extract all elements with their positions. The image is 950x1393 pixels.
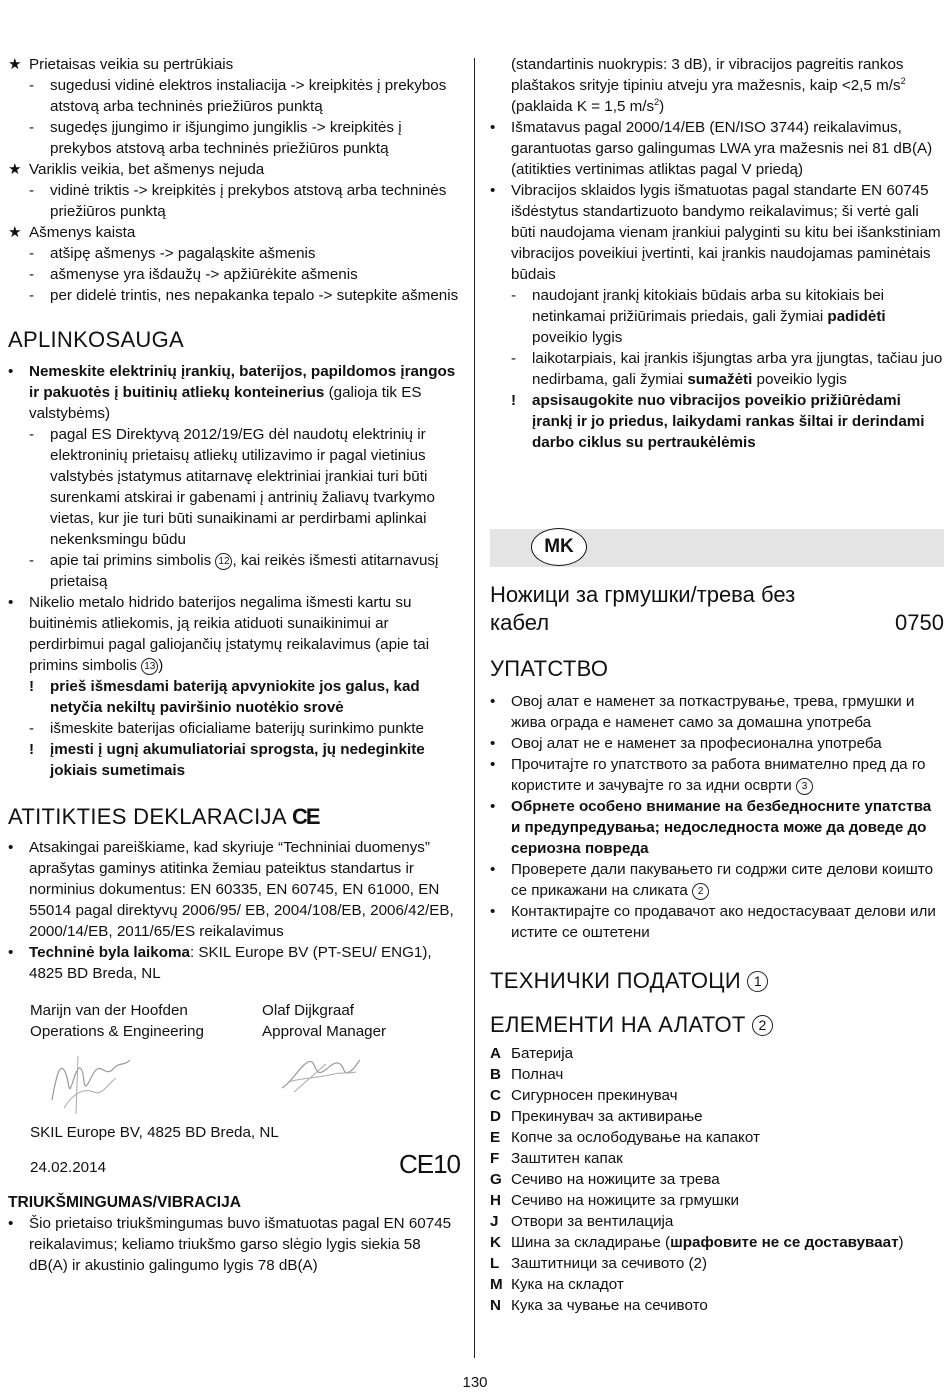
env-bullet: • Nemeskite elektrinių įrankių, baterijos, papildomos įrangos ir pakuotės į buitinių atliekų konteinerius (galioja tik ES valstybėms) [8,363,456,422]
parts-list [490,1043,944,1316]
section-title-manual: УПАТСТВО [490,656,609,681]
part-item: D Прекинувач за активирање [490,1108,703,1125]
fault-sub: - sugedusi vidinė elektros instaliacija -> kreipkitės į prekybos atstovą arba techninės priežiūros punktą [29,77,447,115]
symbol-number-icon: 13 [141,658,158,675]
decl-bullet: • Atsakingai pareiškiame, kad skyriuje “Techniniai duomenys” aprašytas gaminys atitinka žemiau pateiktus standartus ir norminius dokumentus: EN 60335, EN 60745, EN 61000, EN 55014 pagal direktyvų 2006/95/ EB, 2004/108/EB, 2006/42/EB, 2000/14/EB, 2011/65/ES reikalavimus [8,839,454,940]
star-icon: ★ [8,56,22,73]
right-column [490,54,944,453]
manual-bullet: • Обрнете особено внимание на безбедносните упатства и предупредувања; недоследноста може да доведе до сериозна повреда [490,798,932,857]
part-item: G Сечиво на ножиците за трева [490,1171,720,1188]
ce10-mark-icon: CE10 [398,1149,460,1179]
column-divider [474,58,475,1358]
part-item: E Копче за ослободување на капакот [490,1129,760,1146]
warning: ! įmesti į ugnį akumuliatoriai sprogsta, jų nedeginkite jokiais sumetimais [29,741,425,779]
vibration-sub: - naudojant įrankį kitokiais būdais arba su kitokiais bei netinkamai prižiūrimais priedais, gali žymiai padidėti poveikio lygis [511,287,886,346]
manual-bullet: • Овој алат не е наменет за професионална употреба [490,735,882,752]
vibration-sub: - laikotarpiais, kai įrankis išjungtas arba yra įjungtas, tačiau juo nedirbama, gali žymiai sumažėti poveikio lygis [511,350,943,388]
env-sub: - apie tai primins simbolis 12 , kai reikės išmesti atitarnavusį prietaisą [29,552,439,590]
warning: ! prieš išmesdami bateriją apvyniokite jos galus, kad netyčia nekiltų paviršinio nuotėkio srovė [29,678,420,716]
signature-2-image [278,1052,362,1096]
fault-sub: - vidinė triktis -> kreipkitės į prekybos atstovą arba techninės priežiūros punktą [29,182,447,220]
signatures [8,1042,460,1122]
part-item: K Шина за складирање (шрафовите не се доставуваат) [490,1234,904,1251]
left-column [8,54,460,1276]
declaration-date: 24.02.2014 [30,1159,107,1176]
signatory-1: Marijn van der Hoofden Operations & Engineering [30,1002,204,1040]
fault-item: ★ Variklis veikia, bet ašmenys nejuda [8,161,265,178]
star-icon: ★ [8,224,22,241]
part-item: A Батерија [490,1045,574,1062]
fault-item: ★ Prietaisas veikia su pertrūkiais [8,56,234,73]
manual-bullet: • Контактирајте со продавачот ако недостасуваат делови или истите се оштетени [490,903,936,941]
section-title-elements: ЕЛЕМЕНТИ НА АЛАТОТ 2 [490,1011,944,1039]
vibration-warning: ! apsisaugokite nuo vibracijos poveikio prižiūrėdami įrankį ir jo priedus, laikydami rankas šiltai ir derindami darbo ciklus su pertraukėlėmis [511,392,925,451]
part-item: C Сигурносен прекинувач [490,1087,678,1104]
signatory-2: Olaf Dijkgraaf Approval Manager [262,1002,387,1040]
env-sub: - išmeskite baterijas oficialiame baterijų surinkimo punkte [29,720,424,737]
ce-mark-icon: CE [292,804,319,829]
section-title-noise: TRIUKŠMINGUMAS/VIBRACIJA [8,1194,242,1211]
decl-bullet: • Techninė byla laikoma: SKIL Europe BV (PT-SEU/ ENG1), 4825 BD Breda, NL [8,944,432,982]
symbol-number-icon: 12 [215,553,232,570]
star-icon: ★ [8,161,22,178]
part-item: F Заштитен капак [490,1150,623,1167]
section-title-environment: APLINKOSAUGA [8,327,184,352]
signature-1-image [44,1048,134,1118]
date-row [8,1149,460,1183]
figure-number-icon: 2 [692,883,709,900]
part-item: B Полнач [490,1066,564,1083]
page-number: 130 [462,1374,488,1391]
manual-bullet: • Проверете дали пакувањето ги содржи сите делови коишто се прикажани на сликата 2 [490,861,934,899]
fault-sub: - sugedęs įjungimo ir išjungimo jungiklis -> kreipkitės į prekybos atstovą arba techninės priežiūros punktą [29,119,402,157]
manual-bullet: • Овој алат е наменет за поткаструвањe, трева, грмушки и жива ограда е наменет само за домашна употреба [490,693,915,731]
product-title: Ножици за грмушки/трева без кабел 0750 [490,582,944,635]
part-item: H Сечиво на ножиците за грмушки [490,1192,739,1209]
noise-continued: (standartinis nuokrypis: 3 dB), ir vibracijos pagreitis rankos plaštakos srityje tipiniu atveju yra mažesnis, kaip <2,5 $m/s^2$ (paklaida K = 1,5 $m/s^2$) [511,56,906,115]
noise-bullet: • Šio prietaiso triukšmingumas buvo išmatuotas pagal EN 60745 reikalavimus; keliamo triukšmo garso slėgio lygis siekia 58 dB(A) ir akustinio galingumo lygis 78 dB(A) [8,1215,452,1274]
signatories [30,1000,460,1042]
fault-sub: - atšipę ašmenys -> pagaląskite ašmenis [29,245,316,262]
figure-number-icon: 1 [747,971,768,992]
language-badge: MK [531,528,587,566]
figure-number-icon: 3 [796,778,813,795]
section-title-tech-data: ТЕХНИЧКИ ПОДАТОЦИ 1 [490,967,944,995]
vibration-bullet: • Vibracijos sklaidos lygis išmatuotas pagal standarte EN 60745 išdėstytus standartizuoto bandymo reikalavimus; ši vertė gali būti naudojama vienam įrankiui palyginti su kitu bei išankstiniam vibracijos poveikiui įvertinti, kai įrankis naudojamas paminėtais būdais [490,182,941,283]
part-item: M Кука на складот [490,1276,624,1293]
env-sub: - pagal ES Direktyvą 2012/19/EG dėl naudotų elektrinių ir elektroninių prietaisų atliekų utilizavimo ir pagal vietinius valstybės įstatymus atitarnavę elektriniai įrankiai turi būti surenkami atskirai ir gabenami į antrinių žaliavų tvarkymo vietas, kur jie turi būti sunaikinami ar perdirbami aplinkai nekenksmingu būdu [29,426,435,548]
manual-bullet: • Прочитајте го упатството за работа внимателно пред да го користите и зачувајте го за идни осврти 3 [490,756,926,794]
model-number: 0750 [895,610,944,635]
section-title-declaration: ATITIKTIES DEKLARACIJA CE [8,804,319,829]
part-item: L Заштитници за сечивото (2) [490,1255,708,1272]
fault-sub: - per didelė trintis, nes nepakanka tepalo -> sutepkite ašmenis [29,287,459,304]
fault-item: ★ Ašmenys kaista [8,224,136,241]
noise-bullet: • Išmatavus pagal 2000/14/EB (EN/ISO 3744) reikalavimus, garantuotas garso galingumas LWA yra mažesnis nei 81 dB(A) (atitikties vertinimas atliktas pagal V priedą) [490,119,933,178]
figure-number-icon: 2 [752,1015,773,1036]
part-item: J Отвори за вентилација [490,1213,674,1230]
part-item: N Кука за чување на сечивото [490,1297,708,1314]
fault-sub: - ašmenyse yra išdaužų -> apžiūrėkite ašmenis [29,266,358,283]
right-column-mk [490,581,944,1316]
env-bullet: • Nikelio metalo hidrido baterijos negalima išmesti kartu su buitinėmis atliekomis, ją reikia atiduoti sunaikinimui ar perdirbimui pagal galiojančių įstatymų reikalavimus (apie tai primins simbolis 13 ) [8,594,430,674]
company-address: SKIL Europe BV, 4825 BD Breda, NL [30,1124,279,1141]
